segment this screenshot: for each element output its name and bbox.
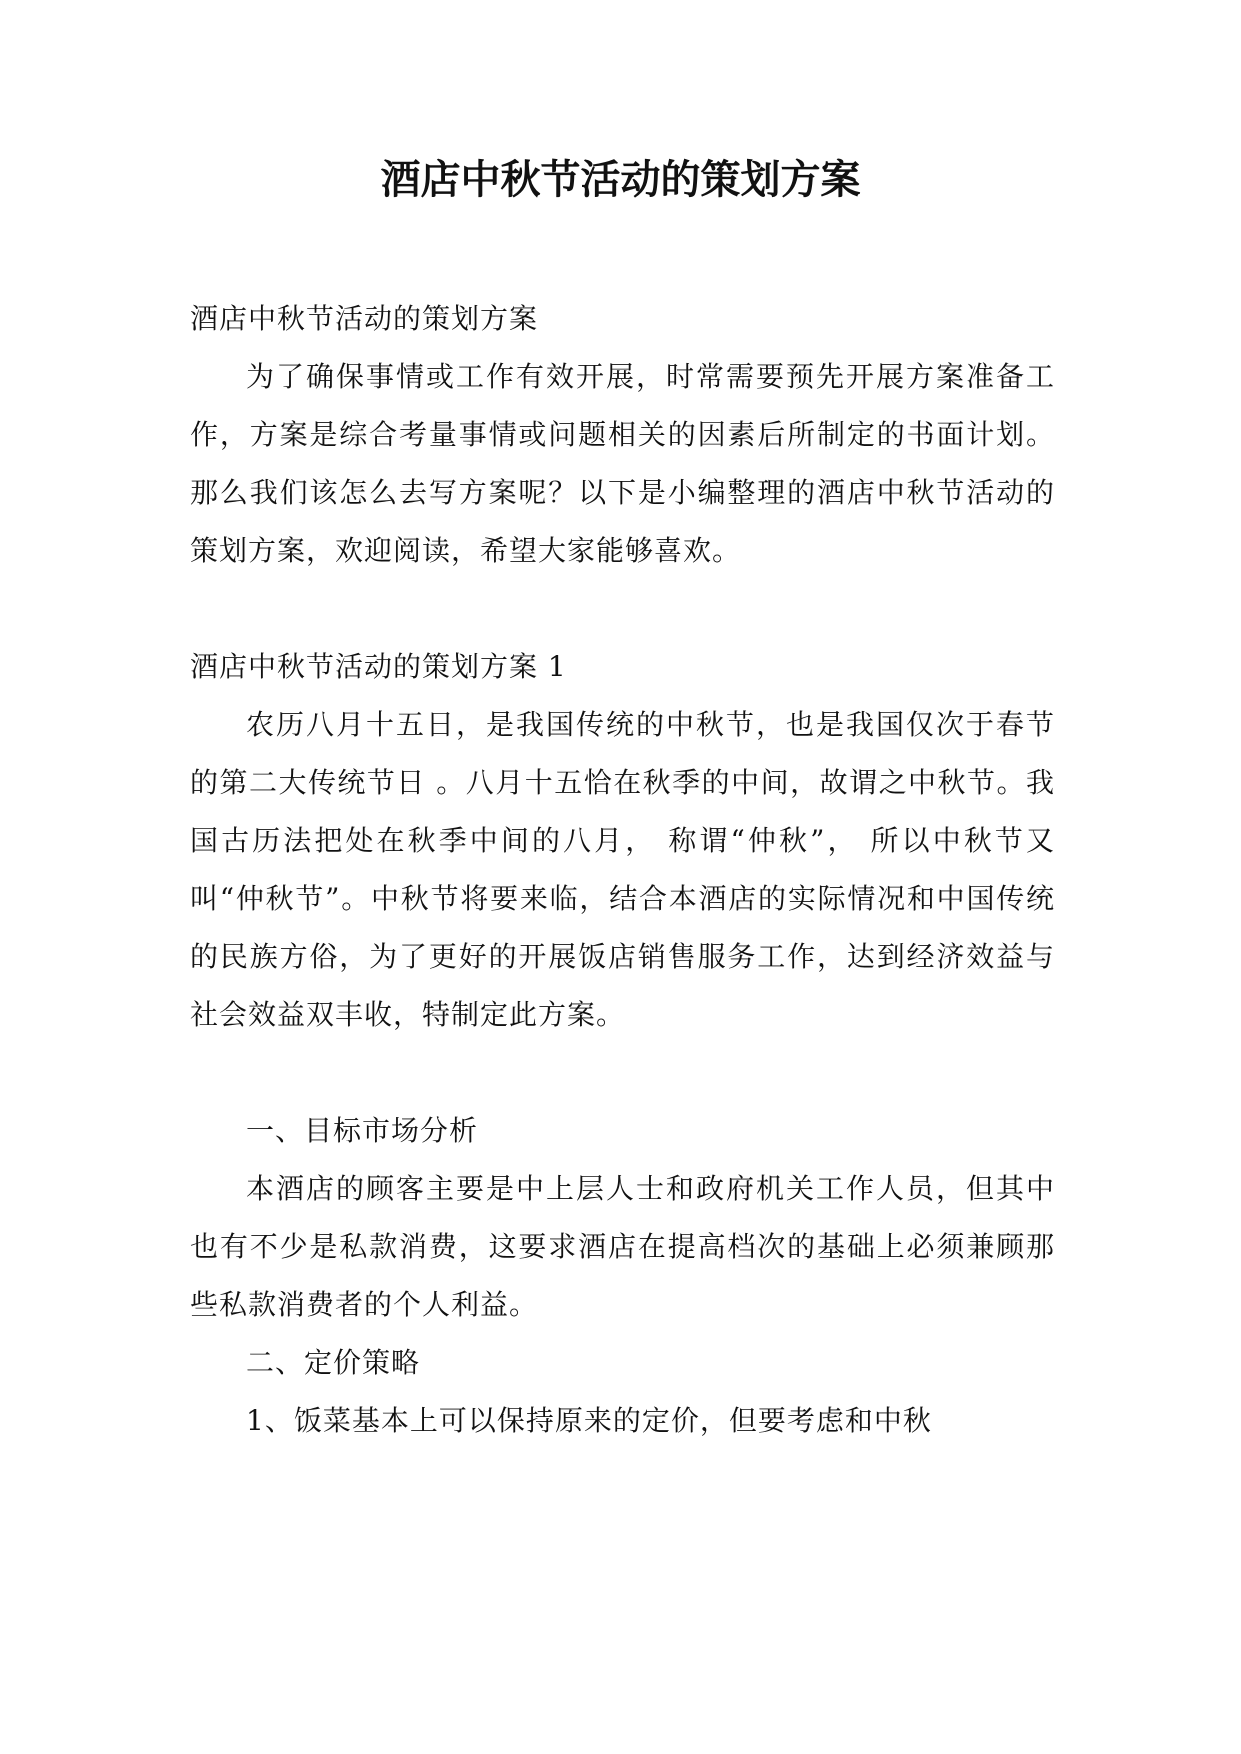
document-title: 酒店中秋节活动的策划方案 (380, 156, 861, 203)
heading-pricing-strategy: 二、定价策略 (246, 1346, 421, 1379)
document-subtitle: 酒店中秋节活动的策划方案 (190, 302, 539, 335)
market-paragraph: 本酒店的顾客主要是中上层人士和政府机关工作人员，但其中也有不少是私款消费，这要求酒店在提高档次的基础上必须兼顾那些私款消费者的个人利益。 (190, 1172, 1055, 1321)
section-heading: 酒店中秋节活动的策划方案 1 (190, 650, 567, 683)
pricing-item: 1、饭菜基本上可以保持原来的定价，但要考虑和中秋 (246, 1404, 932, 1437)
section-paragraph: 农历八月十五日，是我国传统的中秋节，也是我国仅次于春节的第二大传统节日 。八月十五恰在秋季的中间，故谓之中秋节。我国古历法把处在秋季中间的八月， 称谓“仲秋”， 所以中秋节又叫“仲秋节”。中秋节将要来临，结合本酒店的实际情况和中国传统的民族方俗，为了更好的开展饭店销售服务工作，达到经济效益与社会效益双丰收，特制定此方案。 (190, 708, 1055, 1031)
document-body (190, 290, 1055, 1450)
intro-paragraph: 为了确保事情或工作有效开展，时常需要预先开展方案准备工作，方案是综合考量事情或问题相关的因素后所制定的书面计划。那么我们该怎么去写方案呢？以下是小编整理的酒店中秋节活动的策划方案，欢迎阅读，希望大家能够喜欢。 (190, 360, 1055, 567)
heading-market-analysis: 一、目标市场分析 (246, 1114, 479, 1147)
